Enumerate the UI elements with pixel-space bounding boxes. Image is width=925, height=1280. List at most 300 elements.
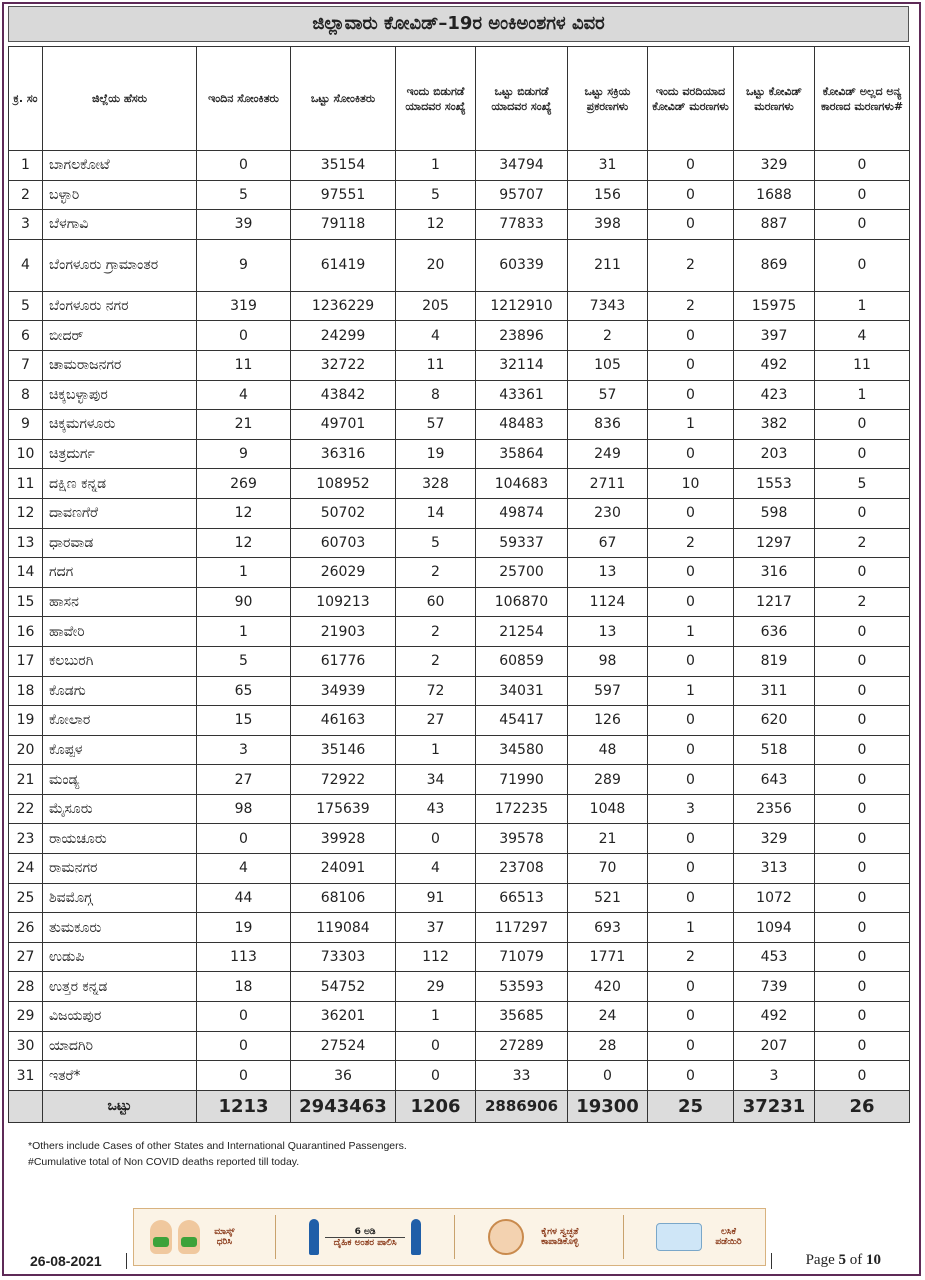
value-cell: 35154	[291, 151, 396, 181]
serial-cell: 29	[9, 1002, 43, 1032]
serial-cell: 25	[9, 883, 43, 913]
value-cell: 0	[648, 824, 734, 854]
serial-cell: 7	[9, 350, 43, 380]
value-cell: 43361	[476, 380, 568, 410]
value-cell: 25700	[476, 558, 568, 588]
value-cell: 316	[734, 558, 815, 588]
page-number	[806, 1252, 881, 1269]
value-cell: 0	[648, 1031, 734, 1061]
banner-divider	[275, 1215, 276, 1259]
value-cell: 27524	[291, 1031, 396, 1061]
value-cell: 32114	[476, 350, 568, 380]
value-cell: 0	[815, 439, 910, 469]
value-cell: 2	[648, 528, 734, 558]
serial-cell: 30	[9, 1031, 43, 1061]
serial-cell: 8	[9, 380, 43, 410]
table-row	[9, 854, 910, 884]
district-name-cell: ಚಾಮರಾಜನಗರ	[43, 350, 197, 380]
value-cell: 0	[815, 646, 910, 676]
serial-cell: 2	[9, 180, 43, 210]
value-cell: 0	[648, 883, 734, 913]
value-cell: 5	[815, 469, 910, 499]
serial-cell: 5	[9, 291, 43, 321]
value-cell: 5	[197, 646, 291, 676]
district-name-cell: ವಿಜಯಪುರ	[43, 1002, 197, 1032]
value-cell: 249	[568, 439, 648, 469]
serial-cell: 1	[9, 151, 43, 181]
value-cell: 0	[648, 439, 734, 469]
value-cell: 397	[734, 321, 815, 351]
value-cell: 54752	[291, 972, 396, 1002]
serial-cell: 11	[9, 469, 43, 499]
value-cell: 0	[815, 498, 910, 528]
value-cell: 105	[568, 350, 648, 380]
value-cell: 1	[648, 410, 734, 440]
table-row	[9, 913, 910, 943]
value-cell: 36	[291, 1061, 396, 1091]
district-name-cell: ಮಂಡ್ಯ	[43, 765, 197, 795]
district-name-cell: ಚಿಕ್ಕಮಗಳೂರು	[43, 410, 197, 440]
value-cell: 23896	[476, 321, 568, 351]
district-name-cell: ಉಡುಪಿ	[43, 942, 197, 972]
district-name-cell: ದಕ್ಷಿಣ ಕನ್ನಡ	[43, 469, 197, 499]
page-prefix: Page	[805, 1252, 835, 1268]
value-cell: 311	[734, 676, 815, 706]
value-cell: 109213	[291, 587, 396, 617]
person-icon	[411, 1219, 421, 1255]
value-cell: 518	[734, 735, 815, 765]
value-cell: 48	[568, 735, 648, 765]
value-cell: 61776	[291, 646, 396, 676]
serial-cell: 17	[9, 646, 43, 676]
value-cell: 0	[197, 1002, 291, 1032]
value-cell: 53593	[476, 972, 568, 1002]
value-cell: 39928	[291, 824, 396, 854]
value-cell: 29	[396, 972, 476, 1002]
value-cell: 9	[197, 239, 291, 291]
value-cell: 35864	[476, 439, 568, 469]
table-row	[9, 210, 910, 240]
value-cell: 0	[648, 706, 734, 736]
value-cell: 35685	[476, 1002, 568, 1032]
value-cell: 269	[197, 469, 291, 499]
value-cell: 31	[568, 151, 648, 181]
total-label: ಒಟ್ಟು	[43, 1090, 197, 1122]
value-cell: 21	[568, 824, 648, 854]
value-cell: 693	[568, 913, 648, 943]
value-cell: 12	[197, 528, 291, 558]
value-cell: 32722	[291, 350, 396, 380]
value-cell: 39	[197, 210, 291, 240]
district-name-cell: ಕಲಬುರಗಿ	[43, 646, 197, 676]
serial-cell: 31	[9, 1061, 43, 1091]
column-header: ಕೋವಿಡ್ ಅಲ್ಲದ ಅನ್ಯ ಕಾರಣದ ಮರಣಗಳು#	[815, 47, 910, 151]
value-cell: 2356	[734, 794, 815, 824]
value-cell: 2	[396, 558, 476, 588]
table-row	[9, 735, 910, 765]
value-cell: 1	[396, 1002, 476, 1032]
district-name-cell: ಹಾಸನ	[43, 587, 197, 617]
value-cell: 0	[815, 972, 910, 1002]
value-cell: 0	[396, 824, 476, 854]
table-row	[9, 942, 910, 972]
serial-cell: 27	[9, 942, 43, 972]
column-header: ಕ್ರ. ಸಂ	[9, 47, 43, 151]
value-cell: 27	[197, 765, 291, 795]
value-cell: 19	[396, 439, 476, 469]
district-name-cell: ಚಿಕ್ಕಬಳ್ಳಾಪುರ	[43, 380, 197, 410]
value-cell: 66513	[476, 883, 568, 913]
value-cell: 57	[396, 410, 476, 440]
value-cell: 24091	[291, 854, 396, 884]
table-row	[9, 410, 910, 440]
district-name-cell: ಧಾರವಾಡ	[43, 528, 197, 558]
total-value-cell: 25	[648, 1090, 734, 1122]
value-cell: 329	[734, 824, 815, 854]
value-cell: 3	[648, 794, 734, 824]
value-cell: 0	[648, 210, 734, 240]
value-cell: 2	[568, 321, 648, 351]
district-name-cell: ಕೋಲಾರ	[43, 706, 197, 736]
handwash-icon	[488, 1219, 524, 1255]
district-name-cell: ಕೊಪ್ಪಳ	[43, 735, 197, 765]
value-cell: 37	[396, 913, 476, 943]
value-cell: 97551	[291, 180, 396, 210]
value-cell: 12	[197, 498, 291, 528]
table-row	[9, 380, 910, 410]
value-cell: 423	[734, 380, 815, 410]
vaccine-label: ಲಸಿಕೆ ಪಡೆಯಿರಿ	[715, 1227, 742, 1247]
district-name-cell: ಯಾದಗಿರಿ	[43, 1031, 197, 1061]
value-cell: 0	[648, 735, 734, 765]
value-cell: 0	[815, 676, 910, 706]
value-cell: 0	[648, 321, 734, 351]
value-cell: 636	[734, 617, 815, 647]
value-cell: 156	[568, 180, 648, 210]
total-value-cell: 37231	[734, 1090, 815, 1122]
district-name-cell: ಉತ್ತರ ಕನ್ನಡ	[43, 972, 197, 1002]
serial-cell: 26	[9, 913, 43, 943]
serial-cell: 15	[9, 587, 43, 617]
value-cell: 72	[396, 676, 476, 706]
table-row	[9, 291, 910, 321]
table-row	[9, 1061, 910, 1091]
value-cell: 5	[396, 528, 476, 558]
column-header: ಇಂದಿನ ಸೋಂಕಿತರು	[197, 47, 291, 151]
serial-cell: 19	[9, 706, 43, 736]
total-sn-cell	[9, 1090, 43, 1122]
distance-segment	[309, 1219, 421, 1255]
value-cell: 1	[396, 735, 476, 765]
value-cell: 203	[734, 439, 815, 469]
value-cell: 1688	[734, 180, 815, 210]
value-cell: 72922	[291, 765, 396, 795]
value-cell: 0	[815, 735, 910, 765]
value-cell: 35146	[291, 735, 396, 765]
value-cell: 11	[396, 350, 476, 380]
table-row	[9, 1002, 910, 1032]
value-cell: 0	[815, 151, 910, 181]
value-cell: 0	[815, 883, 910, 913]
value-cell: 0	[648, 765, 734, 795]
mask-segment	[150, 1220, 242, 1254]
value-cell: 113	[197, 942, 291, 972]
value-cell: 18	[197, 972, 291, 1002]
table-row	[9, 239, 910, 291]
value-cell: 60	[396, 587, 476, 617]
mask-label: ಮಾಸ್ಕ್ ಧರಿಸಿ	[214, 1227, 235, 1247]
district-name-cell: ಬಾಗಲಕೋಟೆ	[43, 151, 197, 181]
value-cell: 21903	[291, 617, 396, 647]
mask-face-icon	[178, 1220, 200, 1254]
value-cell: 15	[197, 706, 291, 736]
value-cell: 27289	[476, 1031, 568, 1061]
table-row	[9, 646, 910, 676]
value-cell: 57	[568, 380, 648, 410]
value-cell: 598	[734, 498, 815, 528]
footnote-non-covid: #Cumulative total of Non COVID deaths reported till today.	[28, 1156, 300, 1168]
value-cell: 95707	[476, 180, 568, 210]
value-cell: 0	[815, 942, 910, 972]
table-row	[9, 706, 910, 736]
value-cell: 91	[396, 883, 476, 913]
value-cell: 230	[568, 498, 648, 528]
table-row	[9, 765, 910, 795]
table-row	[9, 617, 910, 647]
value-cell: 0	[815, 794, 910, 824]
value-cell: 205	[396, 291, 476, 321]
value-cell: 398	[568, 210, 648, 240]
district-name-cell: ಕೊಡಗು	[43, 676, 197, 706]
value-cell: 0	[197, 151, 291, 181]
table-row	[9, 883, 910, 913]
value-cell: 61419	[291, 239, 396, 291]
value-cell: 49701	[291, 410, 396, 440]
value-cell: 60859	[476, 646, 568, 676]
value-cell: 1236229	[291, 291, 396, 321]
mask-face-icon	[150, 1220, 172, 1254]
value-cell: 60339	[476, 239, 568, 291]
value-cell: 5	[197, 180, 291, 210]
value-cell: 0	[648, 972, 734, 1002]
value-cell: 21254	[476, 617, 568, 647]
value-cell: 79118	[291, 210, 396, 240]
value-cell: 8	[396, 380, 476, 410]
district-name-cell: ದಾವಣಗೆರೆ	[43, 498, 197, 528]
value-cell: 90	[197, 587, 291, 617]
value-cell: 0	[648, 151, 734, 181]
value-cell: 49874	[476, 498, 568, 528]
table-row	[9, 469, 910, 499]
value-cell: 1	[197, 558, 291, 588]
value-cell: 0	[815, 410, 910, 440]
value-cell: 71990	[476, 765, 568, 795]
value-cell: 23708	[476, 854, 568, 884]
covid-appropriate-behaviour-banner	[133, 1208, 766, 1266]
value-cell: 0	[396, 1061, 476, 1091]
value-cell: 211	[568, 239, 648, 291]
table-row	[9, 180, 910, 210]
total-value-cell: 1206	[396, 1090, 476, 1122]
value-cell: 24	[568, 1002, 648, 1032]
serial-cell: 13	[9, 528, 43, 558]
column-header: ಒಟ್ಟು ಕೋವಿಡ್ ಮರಣಗಳು	[734, 47, 815, 151]
district-name-cell: ಇತರೆ*	[43, 1061, 197, 1091]
value-cell: 0	[648, 350, 734, 380]
banner-divider	[454, 1215, 455, 1259]
value-cell: 0	[815, 239, 910, 291]
page-of: of	[849, 1252, 863, 1268]
value-cell: 0	[648, 1002, 734, 1032]
serial-cell: 18	[9, 676, 43, 706]
value-cell: 77833	[476, 210, 568, 240]
value-cell: 21	[197, 410, 291, 440]
table-row	[9, 498, 910, 528]
value-cell: 36201	[291, 1002, 396, 1032]
value-cell: 887	[734, 210, 815, 240]
value-cell: 11	[815, 350, 910, 380]
value-cell: 0	[648, 1061, 734, 1091]
value-cell: 104683	[476, 469, 568, 499]
value-cell: 172235	[476, 794, 568, 824]
value-cell: 108952	[291, 469, 396, 499]
serial-cell: 9	[9, 410, 43, 440]
value-cell: 1048	[568, 794, 648, 824]
value-cell: 24299	[291, 321, 396, 351]
serial-cell: 22	[9, 794, 43, 824]
page-total: 10	[866, 1252, 881, 1268]
value-cell: 14	[396, 498, 476, 528]
column-header: ಇಂದು ಬಿಡುಗಡೆ ಯಾದವರ ಸಂಖ್ಯೆ	[396, 47, 476, 151]
value-cell: 34	[396, 765, 476, 795]
distance-text	[325, 1227, 405, 1248]
district-name-cell: ಚಿತ್ರದುರ್ಗ	[43, 439, 197, 469]
page-current: 5	[838, 1252, 846, 1268]
value-cell: 1217	[734, 587, 815, 617]
value-cell: 0	[815, 824, 910, 854]
page-title: ಜಿಲ್ಲಾವಾರು ಕೋವಿಡ್–19ರ ಅಂಕಿಅಂಶಗಳ ವಿವರ	[8, 6, 909, 42]
value-cell: 48483	[476, 410, 568, 440]
value-cell: 34031	[476, 676, 568, 706]
footnote-others: *Others include Cases of other States and International Quarantined Passengers.	[28, 1140, 407, 1152]
value-cell: 2	[396, 646, 476, 676]
value-cell: 26029	[291, 558, 396, 588]
value-cell: 0	[815, 854, 910, 884]
serial-cell: 12	[9, 498, 43, 528]
hands-segment	[488, 1219, 590, 1255]
serial-cell: 24	[9, 854, 43, 884]
table-row	[9, 676, 910, 706]
value-cell: 34939	[291, 676, 396, 706]
value-cell: 9	[197, 439, 291, 469]
value-cell: 1	[648, 676, 734, 706]
footnotes	[28, 1138, 407, 1170]
value-cell: 1553	[734, 469, 815, 499]
value-cell: 36316	[291, 439, 396, 469]
value-cell: 67	[568, 528, 648, 558]
value-cell: 45417	[476, 706, 568, 736]
value-cell: 65	[197, 676, 291, 706]
value-cell: 0	[197, 1061, 291, 1091]
value-cell: 1771	[568, 942, 648, 972]
table-row	[9, 558, 910, 588]
value-cell: 0	[648, 558, 734, 588]
vaccination-icon	[656, 1223, 702, 1251]
value-cell: 60703	[291, 528, 396, 558]
value-cell: 4	[396, 321, 476, 351]
value-cell: 2711	[568, 469, 648, 499]
serial-cell: 16	[9, 617, 43, 647]
table-row	[9, 972, 910, 1002]
footer-divider	[771, 1253, 772, 1269]
value-cell: 39578	[476, 824, 568, 854]
value-cell: 0	[815, 913, 910, 943]
district-name-cell: ಹಾವೇರಿ	[43, 617, 197, 647]
value-cell: 10	[648, 469, 734, 499]
table-row	[9, 587, 910, 617]
value-cell: 420	[568, 972, 648, 1002]
value-cell: 2	[648, 291, 734, 321]
table-row	[9, 794, 910, 824]
column-header: ಒಟ್ಟು ಬಿಡುಗಡೆ ಯಾದವರ ಸಂಖ್ಯೆ	[476, 47, 568, 151]
total-value-cell: 1213	[197, 1090, 291, 1122]
total-value-cell: 2943463	[291, 1090, 396, 1122]
column-header: ಜಿಲ್ಲೆಯ ಹೆಸರು	[43, 47, 197, 151]
value-cell: 492	[734, 1002, 815, 1032]
value-cell: 1094	[734, 913, 815, 943]
district-name-cell: ರಾಯಚೂರು	[43, 824, 197, 854]
column-header: ಒಟ್ಟು ಸಕ್ರಿಯ ಪ್ರಕರಣಗಳು	[568, 47, 648, 151]
value-cell: 19	[197, 913, 291, 943]
serial-cell: 14	[9, 558, 43, 588]
value-cell: 1	[396, 151, 476, 181]
value-cell: 869	[734, 239, 815, 291]
value-cell: 0	[815, 706, 910, 736]
district-name-cell: ಗದಗ	[43, 558, 197, 588]
value-cell: 13	[568, 558, 648, 588]
footer-divider	[126, 1253, 127, 1269]
value-cell: 0	[648, 380, 734, 410]
value-cell: 44	[197, 883, 291, 913]
value-cell: 3	[197, 735, 291, 765]
value-cell: 13	[568, 617, 648, 647]
total-value-cell: 19300	[568, 1090, 648, 1122]
distance-label-bottom: ದೈಹಿಕ ಅಂತರ ಪಾಲಿಸಿ	[333, 1237, 397, 1248]
value-cell: 2	[815, 587, 910, 617]
value-cell: 1072	[734, 883, 815, 913]
value-cell: 0	[648, 587, 734, 617]
value-cell: 11	[197, 350, 291, 380]
total-value-cell: 2886906	[476, 1090, 568, 1122]
value-cell: 0	[815, 558, 910, 588]
value-cell: 0	[648, 646, 734, 676]
value-cell: 28	[568, 1031, 648, 1061]
serial-cell: 10	[9, 439, 43, 469]
value-cell: 2	[648, 942, 734, 972]
column-header: ಒಟ್ಟು ಸೋಂಕಿತರು	[291, 47, 396, 151]
value-cell: 1	[815, 291, 910, 321]
serial-cell: 21	[9, 765, 43, 795]
distance-arrow-icon	[325, 1237, 405, 1238]
table-row	[9, 151, 910, 181]
district-name-cell: ಬೆಂಗಳೂರು ಗ್ರಾಮಾಂತರ	[43, 239, 197, 291]
district-name-cell: ತುಮಕೂರು	[43, 913, 197, 943]
value-cell: 0	[815, 765, 910, 795]
footer-date: 26-08-2021	[30, 1253, 102, 1269]
value-cell: 4	[197, 854, 291, 884]
serial-cell: 23	[9, 824, 43, 854]
table-row	[9, 321, 910, 351]
